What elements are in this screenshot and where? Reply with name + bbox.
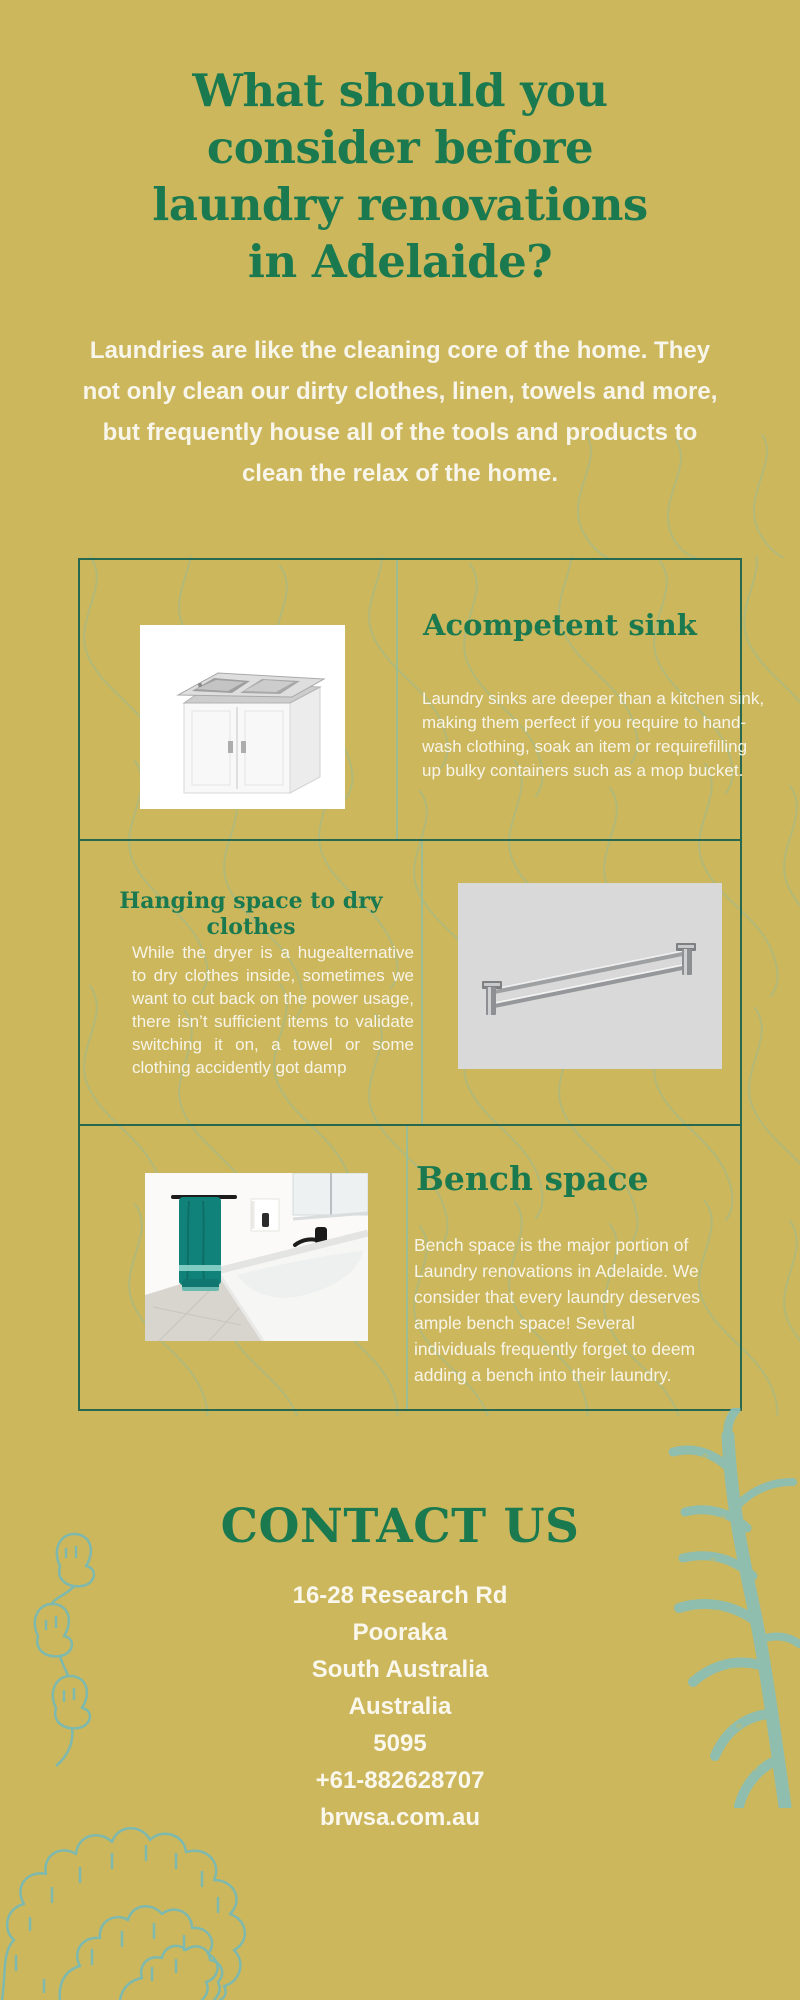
section-card-bench-space xyxy=(78,1124,742,1411)
contact-phone: +61-882628707 xyxy=(315,1767,485,1794)
page-title-line: consider before xyxy=(206,121,594,174)
double-towel-rail-photo xyxy=(458,883,722,1069)
bathroom-bench-photo xyxy=(145,1173,368,1341)
contact-address-line: South Australia xyxy=(311,1656,489,1683)
page-title-line: What should you xyxy=(192,64,608,117)
section-card-competent-sink xyxy=(78,558,765,841)
contact-address-line: 5095 xyxy=(373,1730,427,1757)
section-divider xyxy=(396,560,398,839)
contact-address xyxy=(0,1577,800,1836)
section-heading: Acompetent sink xyxy=(423,608,697,642)
section-body: Laundry sinks are deeper than a kitchen sink, making them perfect if you require to hand-wash clothing, soak an item or requirefilling up bulky containers such as a mop bucket. xyxy=(422,689,765,780)
section-body: While the dryer is a hugealternative to dry clothes inside, sometimes we want to cut back on the power usage, there isn’t sufficient items to validate switching it on, a towel or some clothing accidently got damp xyxy=(132,943,414,1077)
contact-heading: CONTACT US xyxy=(220,1499,580,1554)
contact-address-line: Pooraka xyxy=(352,1619,448,1646)
page-title xyxy=(0,62,800,290)
contact-website: brwsa.com.au xyxy=(319,1804,481,1831)
contact-address-line: 16-28 Research Rd xyxy=(292,1582,508,1609)
page-title-line: in Adelaide? xyxy=(247,235,553,288)
section-heading: Bench space xyxy=(416,1159,649,1198)
section-divider xyxy=(406,1126,408,1409)
section-heading: Hanging space to dry clothes xyxy=(119,888,383,940)
section-card-hanging-space xyxy=(78,839,742,1126)
sections-container xyxy=(78,558,765,1411)
section-body: Bench space is the major portion of Laundry renovations in Adelaide. We consider that every laundry deserves ample bench space! Several individuals frequently forget to deem adding a bench into their laundry. xyxy=(414,1235,700,1385)
contact-address-line: Australia xyxy=(348,1693,452,1720)
page-title-line: laundry renovations xyxy=(152,178,648,231)
section-divider xyxy=(421,841,423,1124)
intro-text: Laundries are like the cleaning core of the home. They not only clean our dirty clothes, linen, towels and more, but frequently house all of the tools and products to clean the relax of the home. xyxy=(82,337,718,487)
laundry-sink-cabinet-photo xyxy=(140,625,345,809)
